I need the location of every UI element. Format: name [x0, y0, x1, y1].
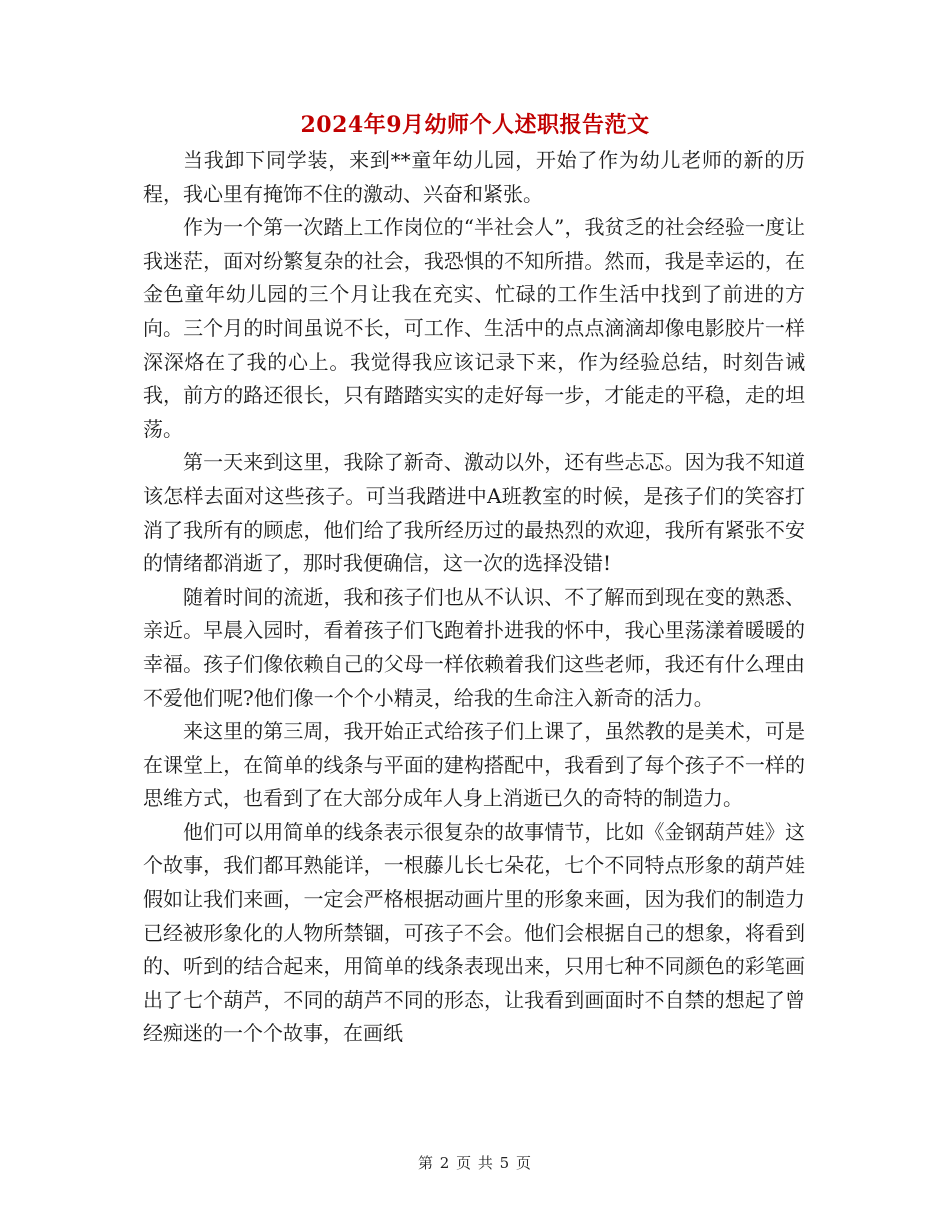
document-title: 2024年9月幼师个人述职报告范文 — [300, 112, 650, 138]
page-footer: 第 2 页 共 5 页 — [418, 1154, 532, 1172]
paragraph-1: 当我卸下同学装，来到**童年幼儿园，开始了作为幼儿老师的新的历程，我心里有掩饰不住的激动、兴奋和紧张。 — [143, 148, 805, 206]
paragraph-4: 随着时间的流逝，我和孩子们也从不认识、不了解而到现在变的熟悉、亲近。早晨入园时，看着孩子们飞跑着扑进我的怀中，我心里荡漾着暖暖的幸福。孩子们像依赖自己的父母一样依赖着我们这些老师，我还有什么理由不爱他们呢?他们像一个个小精灵，给我的生命注入新奇的活力。 — [143, 584, 805, 710]
document-body — [143, 144, 805, 1051]
paragraph-5: 来这里的第三周，我开始正式给孩子们上课了，虽然教的是美术，可是在课堂上，在简单的线条与平面的建构搭配中，我看到了每个孩子不一样的思维方式，也看到了在大部分成年人身上消逝已久的奇特的制造力。 — [143, 719, 805, 811]
paragraph-2: 作为一个第一次踏上工作岗位的“半社会人”，我贫乏的社会经验一度让我迷茫，面对纷繁复杂的社会，我恐惧的不知所措。然而，我是幸运的，在金色童年幼儿园的三个月让我在充实、忙碌的工作生活中找到了前进的方向。三个月的时间虽说不长，可工作、生活中的点点滴滴却像电影胶片一样深深烙在了我的心上。我觉得我应该记录下来，作为经验总结，时刻告诫我，前方的路还很长，只有踏踏实实的走好每一步，才能走的平稳，走的坦荡。 — [143, 215, 805, 441]
paragraph-3: 第一天来到这里，我除了新奇、激动以外，还有些忐忑。因为我不知道该怎样去面对这些孩子。可当我踏进中A班教室的时候，是孩子们的笑容打消了我所有的顾虑，他们给了我所经历过的最热烈的欢迎，我所有紧张不安的情绪都消逝了，那时我便确信，这一次的选择没错! — [143, 450, 805, 576]
paragraph-6: 他们可以用简单的线条表示很复杂的故事情节，比如《金钢葫芦娃》这个故事，我们都耳熟能详，一根藤儿长七朵花，七个不同特点形象的葫芦娃假如让我们来画，一定会严格根据动画片里的形象来画，因为我们的制造力已经被形象化的人物所禁锢，可孩子不会。他们会根据自己的想象，将看到的、听到的结合起来，用简单的线条表现出来，只用七种不同颜色的彩笔画出了七个葫芦，不同的葫芦不同的形态，让我看到画面时不自禁的想起了曾经痴迷的一个个故事，在画纸 — [143, 819, 805, 1046]
